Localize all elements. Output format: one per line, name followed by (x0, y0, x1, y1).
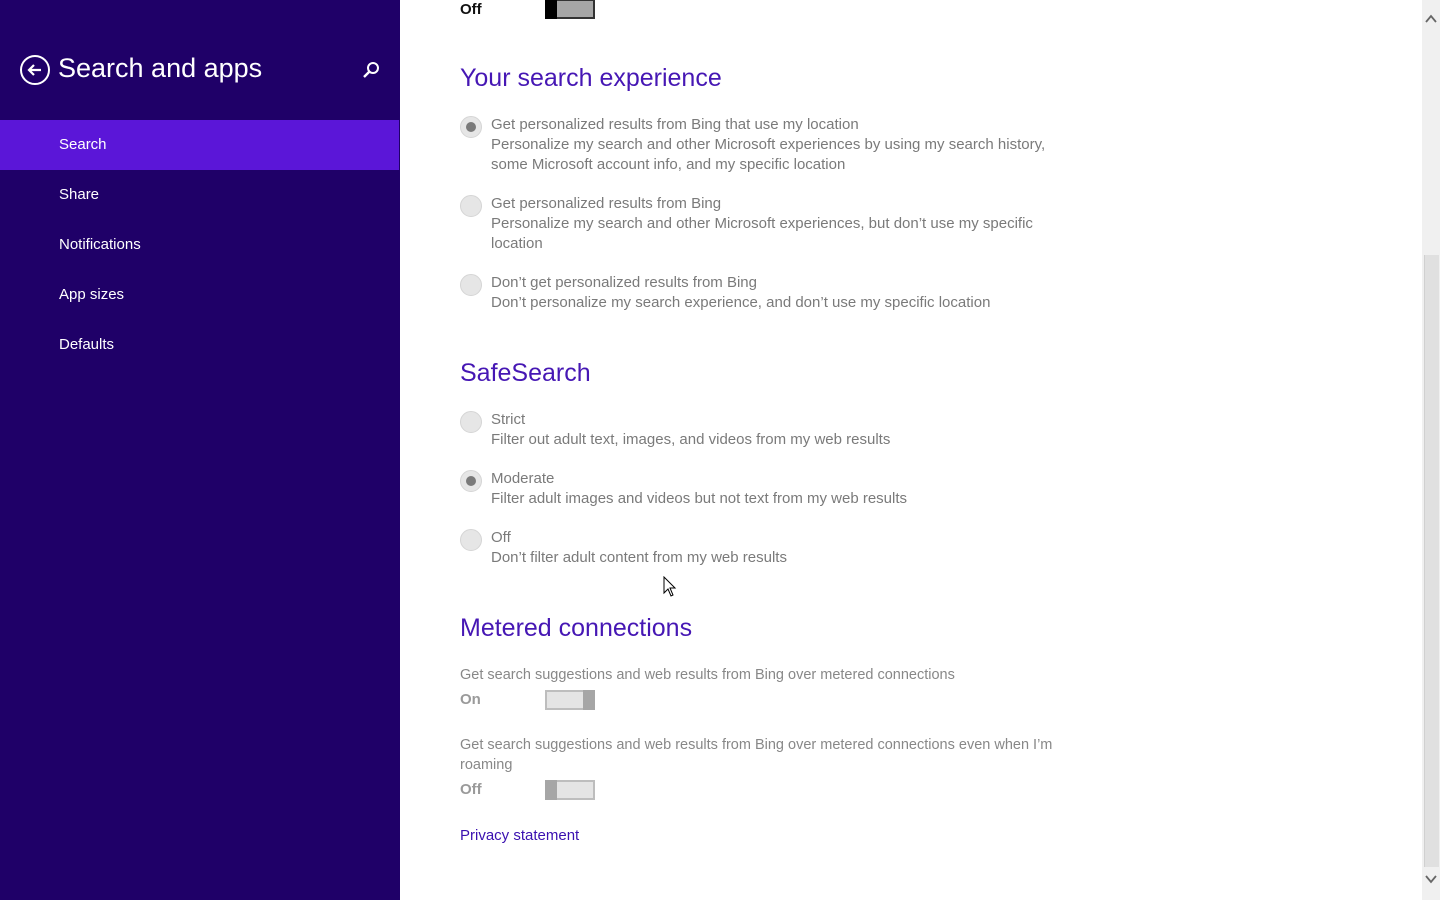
search-icon[interactable] (360, 60, 382, 82)
sidebar-nav (0, 120, 399, 370)
radio-description: Personalize my search and other Microsoft experiences, but don’t use my specific location (491, 215, 1033, 252)
sidebar-item-app-sizes[interactable]: App sizes (59, 286, 125, 303)
back-arrow-icon[interactable] (20, 55, 50, 85)
scroll-thumb[interactable] (1424, 255, 1439, 867)
vertical-scrollbar[interactable] (1422, 0, 1440, 900)
radio-description: Don’t personalize my search experience, and don’t use my specific location (491, 294, 991, 311)
radio-title: Get personalized results from Bing that use my location (491, 116, 859, 133)
roaming-toggle-switch[interactable] (545, 780, 595, 800)
section-heading-metered: Metered connections (460, 614, 693, 642)
settings-content (400, 0, 1422, 900)
radio-description: Filter out adult text, images, and videos from my web results (491, 431, 891, 448)
toggle-knob (545, 780, 557, 800)
radio-button[interactable] (460, 195, 482, 217)
radio-description: Don’t filter adult content from my web results (491, 549, 787, 566)
section-heading-search-experience: Your search experience (460, 64, 722, 92)
radio-button[interactable] (460, 116, 482, 138)
radio-title: Don’t get personalized results from Bing (491, 274, 757, 291)
radio-button[interactable] (460, 411, 482, 433)
radio-description: Personalize my search and other Microsoft experiences by using my search history, some Microsoft account info, and my specific location (491, 136, 1046, 173)
roaming-setting-label: Get search suggestions and web results from Bing over metered connections even when I’m roaming (460, 737, 1053, 773)
metered-setting-label: Get search suggestions and web results from Bing over metered connections (460, 667, 955, 683)
section-heading-safesearch: SafeSearch (460, 359, 591, 387)
sidebar-item-search[interactable]: Search (0, 120, 399, 170)
sidebar-item-defaults[interactable]: Defaults (59, 336, 115, 353)
radio-button[interactable] (460, 274, 482, 296)
radio-button[interactable] (460, 529, 482, 551)
scroll-down-icon[interactable] (1424, 872, 1438, 886)
radio-description: Filter adult images and videos but not text from my web results (491, 490, 908, 507)
radio-title: Moderate (491, 470, 555, 487)
mouse-cursor-icon (663, 576, 677, 603)
privacy-statement-link[interactable]: Privacy statement (460, 827, 580, 844)
top-toggle-state: Off (460, 1, 482, 18)
metered-toggle-switch[interactable] (545, 690, 595, 710)
toggle-knob (545, 0, 557, 19)
metered-toggle-state: On (460, 691, 481, 708)
radio-title: Off (491, 529, 511, 546)
scroll-up-icon[interactable] (1424, 12, 1438, 26)
page-title: Search and apps (58, 53, 263, 83)
radio-title: Get personalized results from Bing (491, 195, 722, 212)
roaming-toggle-state: Off (460, 781, 482, 798)
sidebar (0, 0, 400, 900)
radio-title: Strict (491, 411, 526, 428)
top-toggle-switch[interactable] (545, 0, 595, 19)
sidebar-item-share[interactable]: Share (59, 186, 100, 203)
radio-button[interactable] (460, 470, 482, 492)
sidebar-item-notifications[interactable]: Notifications (59, 236, 141, 253)
toggle-knob (583, 690, 595, 710)
